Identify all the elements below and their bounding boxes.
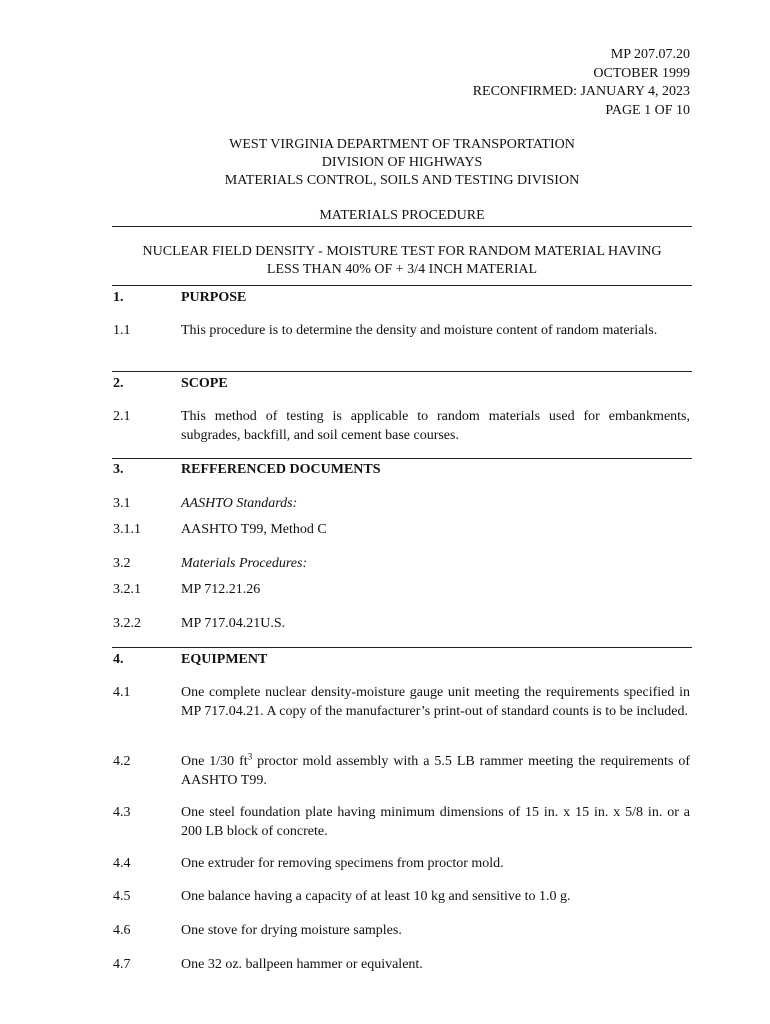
clause-number: 4.1 — [113, 685, 131, 700]
clause-text: One stove for drying moisture samples. — [181, 923, 402, 938]
clause-text: One steel foundation plate having minimum dimensions of 15 in. x 15 in. x 5/8 in. or a 200 LB block of concrete. — [181, 805, 690, 839]
clause-text: MP 717.04.21U.S. — [181, 616, 286, 631]
clause-text: Materials Procedures: — [181, 556, 308, 571]
clause-number: 3.2 — [113, 556, 131, 571]
clause-number: 3.1 — [113, 496, 131, 511]
document-header — [473, 46, 690, 120]
clause-text: One 32 oz. ballpeen hammer or equivalent. — [181, 957, 423, 972]
section-heading-purpose: PURPOSE — [181, 290, 247, 305]
section-number: 2. — [113, 376, 124, 391]
agency-block — [112, 136, 692, 190]
clause-text-part: One 1/30 ft — [181, 754, 248, 769]
clause-number: 4.4 — [113, 856, 131, 871]
section-number: 4. — [113, 652, 124, 667]
clause-text: One complete nuclear density-moisture gauge unit meeting the requirements specified in MP 717.04.21. A copy of the manufacturer’s print-out of standard counts is to be included. — [181, 685, 690, 719]
page-number: PAGE 1 OF 10 — [605, 102, 690, 118]
clause-text — [181, 753, 690, 790]
clause-number: 4.2 — [113, 754, 131, 769]
agency-line-2: DIVISION OF HIGHWAYS — [321, 155, 483, 170]
divider — [112, 285, 692, 286]
doc-date: OCTOBER 1999 — [593, 65, 690, 81]
superscript: 3 — [247, 751, 253, 762]
clause-number: 4.7 — [113, 957, 131, 972]
section-heading-scope: SCOPE — [181, 376, 228, 391]
section-number: 3. — [113, 462, 124, 477]
clause-number: 4.5 — [113, 889, 131, 904]
clause-number: 3.2.2 — [113, 616, 141, 631]
section-heading-equipment: EQUIPMENT — [181, 652, 268, 667]
section-number: 1. — [113, 290, 124, 305]
agency-line-1: WEST VIRGINIA DEPARTMENT OF TRANSPORTATION — [229, 137, 575, 152]
clause-text: This method of testing is applicable to random materials used for embankments, subgrades, backfill, and soil cement base courses. — [181, 409, 690, 443]
divider — [112, 458, 692, 459]
clause-text: One balance having a capacity of at least 10 kg and sensitive to 1.0 g. — [181, 889, 571, 904]
document-title — [112, 243, 692, 279]
title-line-2: LESS THAN 40% OF + 3/4 INCH MATERIAL — [266, 262, 538, 277]
divider — [112, 371, 692, 372]
clause-number: 1.1 — [113, 323, 131, 338]
title-line-1: NUCLEAR FIELD DENSITY - MOISTURE TEST FOR RANDOM MATERIAL HAVING — [142, 244, 662, 259]
divider — [112, 647, 692, 648]
doc-number: MP 207.07.20 — [610, 47, 690, 62]
clause-number: 4.3 — [113, 805, 131, 820]
procedure-label: MATERIALS PROCEDURE — [319, 208, 485, 223]
divider — [112, 226, 692, 227]
clause-number: 4.6 — [113, 923, 131, 938]
clause-text: AASHTO T99, Method C — [181, 522, 327, 537]
clause-text: One extruder for removing specimens from proctor mold. — [181, 856, 504, 871]
clause-text: MP 712.21.26 — [181, 582, 261, 597]
clause-text-part: proctor mold assembly with a 5.5 LB rammer meeting the requirements of AASHTO T99. — [181, 754, 690, 788]
clause-number: 3.1.1 — [113, 522, 141, 537]
agency-line-3: MATERIALS CONTROL, SOILS AND TESTING DIVISION — [224, 173, 580, 188]
clause-text: AASHTO Standards: — [181, 496, 298, 511]
clause-text: This procedure is to determine the density and moisture content of random materials. — [181, 323, 658, 338]
clause-number: 2.1 — [113, 409, 131, 424]
clause-number: 3.2.1 — [113, 582, 141, 597]
section-heading-referenced-documents: REFFERENCED DOCUMENTS — [181, 462, 381, 477]
reconfirmed-date: RECONFIRMED: JANUARY 4, 2023 — [472, 84, 690, 99]
